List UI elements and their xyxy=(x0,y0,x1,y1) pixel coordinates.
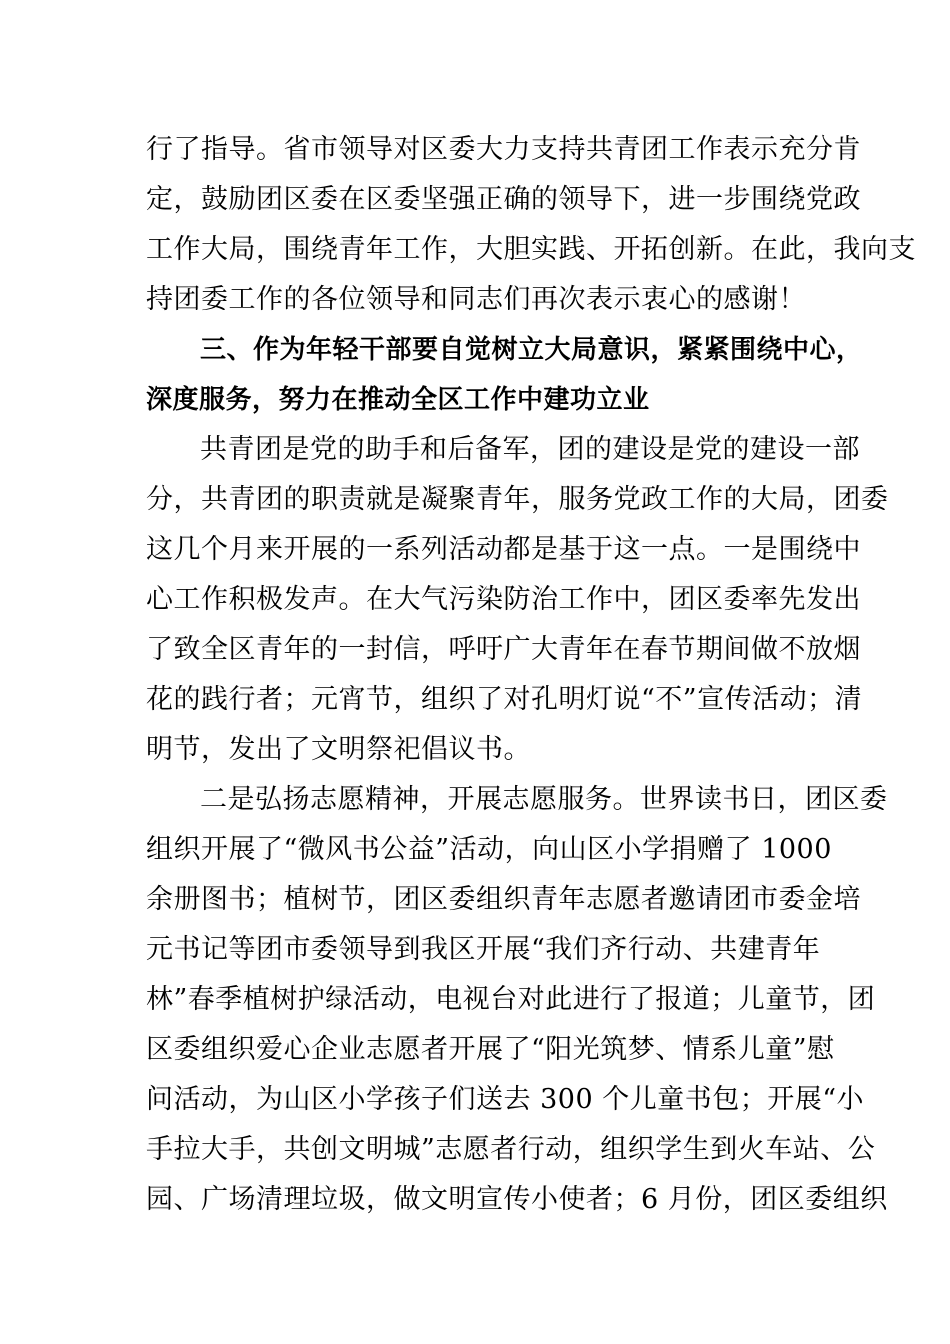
paragraph-line: 组织开展了“微风书公益”活动，向山区小学捐赠了 1000 xyxy=(146,834,832,865)
paragraph-line: 花的践行者；元宵节，组织了对孔明灯说“不”宣传活动；清 xyxy=(146,684,863,715)
paragraph-line: 手拉大手，共创文明城”志愿者行动，组织学生到火车站、公 xyxy=(146,1134,876,1165)
paragraph-line: 问活动，为山区小学孩子们送去 300 个儿童书包；开展“小 xyxy=(146,1084,865,1115)
paragraph-line: 心工作积极发声。在大气污染防治工作中，团区委率先发出 xyxy=(146,584,861,615)
paragraph-line: 元书记等团市委领导到我区开展“我们齐行动、共建青年 xyxy=(146,934,821,965)
paragraph-line: 林”春季植树护绿活动，电视台对此进行了报道；儿童节，团 xyxy=(146,984,876,1015)
paragraph-line: 持团委工作的各位领导和同志们再次表示衷心的感谢！ xyxy=(146,284,806,315)
paragraph-line: 这几个月来开展的一系列活动都是基于这一点。一是围绕中 xyxy=(146,534,861,565)
paragraph-line: 工作大局，围绕青年工作，大胆实践、开拓创新。在此，我向支 xyxy=(146,234,916,265)
paragraph-line: 余册图书；植树节，团区委组织青年志愿者邀请团市委金培 xyxy=(146,884,861,915)
paragraph-line: 共青团是党的助手和后备军，团的建设是党的建设一部 xyxy=(200,434,860,465)
section-heading: 三、作为年轻干部要自觉树立大局意识，紧紧围绕中心， xyxy=(200,335,863,365)
section-heading: 深度服务，努力在推动全区工作中建功立业 xyxy=(146,385,650,415)
paragraph-line: 分，共青团的职责就是凝聚青年，服务党政工作的大局，团委 xyxy=(146,484,889,515)
paragraph-line: 了致全区青年的一封信，呼吁广大青年在春节期间做不放烟 xyxy=(146,634,861,665)
paragraph-line: 明节，发出了文明祭祀倡议书。 xyxy=(146,734,531,765)
paragraph-line: 园、广场清理垃圾，做文明宣传小使者；6 月份，团区委组织 xyxy=(146,1184,888,1215)
paragraph-line: 行了指导。省市领导对区委大力支持共青团工作表示充分肯 xyxy=(146,134,861,165)
paragraph-line: 区委组织爱心企业志愿者开展了“阳光筑梦、情系儿童”慰 xyxy=(146,1034,835,1065)
paragraph-line: 定，鼓励团区委在区委坚强正确的领导下，进一步围绕党政 xyxy=(146,184,861,215)
paragraph-line: 二是弘扬志愿精神，开展志愿服务。世界读书日，团区委 xyxy=(200,784,888,815)
